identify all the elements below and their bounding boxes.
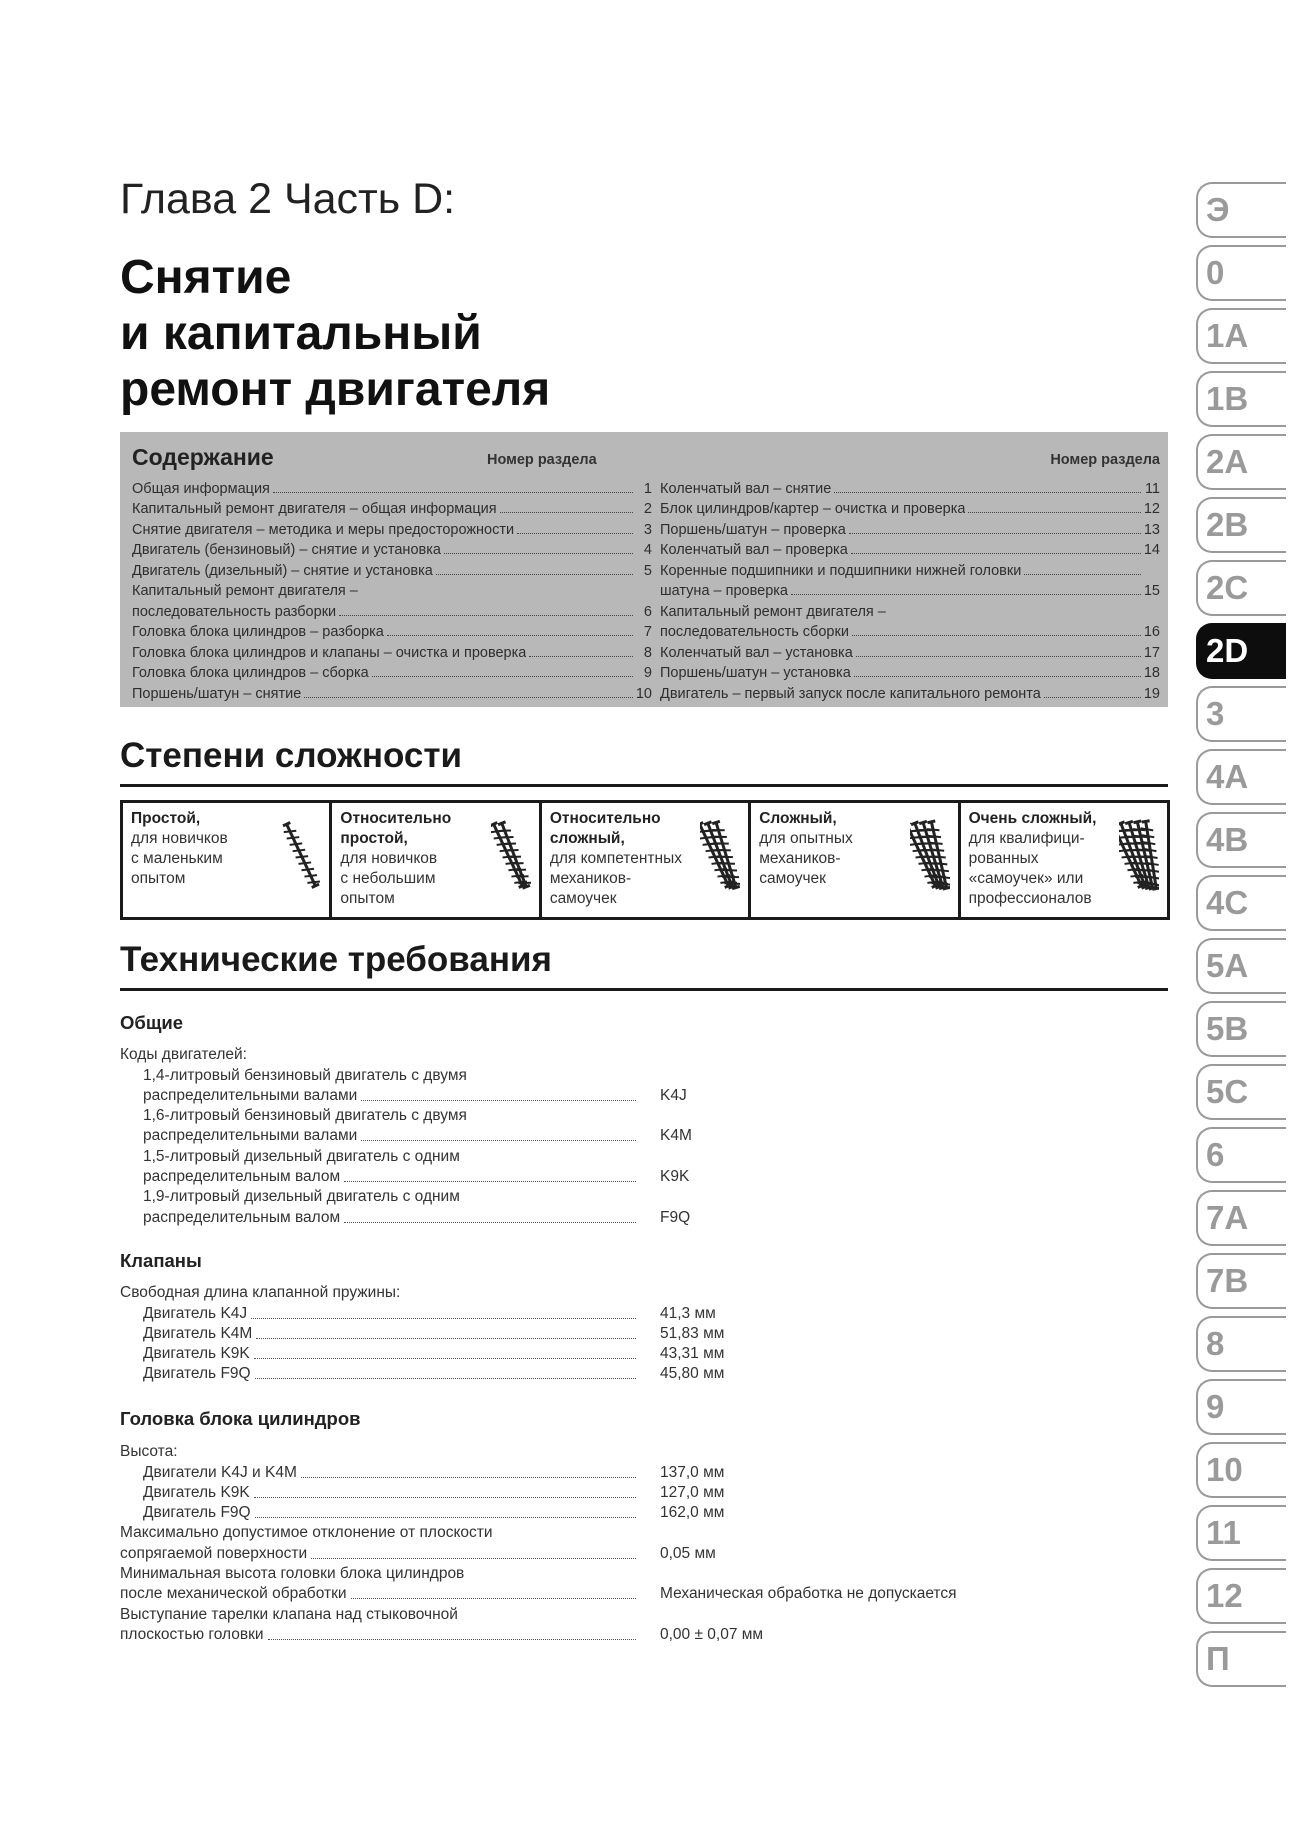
spec-value: 0,05 мм <box>660 1544 716 1562</box>
contents-column-left <box>132 432 652 707</box>
spec-row <box>120 1166 1020 1186</box>
toc-item[interactable] <box>132 661 652 682</box>
difficulty-description: для компетентных <box>549 850 682 867</box>
spec-label: 1,4-литровый бензиновый двигатель с двумя <box>143 1066 467 1084</box>
toc-item-number: 12 <box>1143 501 1160 517</box>
difficulty-description: «самоучек» или <box>968 870 1084 887</box>
tab-0[interactable]: 0 <box>1196 245 1286 301</box>
spec-label: Двигатель K9K <box>143 1345 250 1363</box>
difficulty-description: для новичков <box>340 850 438 867</box>
tab-5c[interactable]: 5C <box>1196 1064 1286 1120</box>
toc-item[interactable] <box>660 620 1160 641</box>
tab-10[interactable]: 10 <box>1196 1442 1286 1498</box>
toc-item-text: Общая информация <box>132 480 270 497</box>
toc-item-text: Капитальный ремонт двигателя – общая информация <box>132 501 497 517</box>
toc-item[interactable] <box>660 640 1160 661</box>
page-title <box>120 250 550 418</box>
toc-item-number: 1 <box>643 480 652 497</box>
spec-row <box>120 1563 1020 1583</box>
dot-leader <box>256 1338 636 1339</box>
dot-leader <box>255 1517 636 1518</box>
toc-item-text: Снятие двигателя – методика и меры предосторожности <box>132 521 515 538</box>
toc-item-text: последовательность сборки <box>660 624 849 640</box>
dot-leader <box>444 553 633 554</box>
spec-value: 51,83 мм <box>660 1324 725 1342</box>
tab-7b[interactable]: 7B <box>1196 1253 1286 1309</box>
dot-leader <box>968 512 1140 513</box>
dot-leader <box>339 615 633 616</box>
dot-leader <box>387 635 633 636</box>
spec-row <box>120 1186 1020 1206</box>
spec-label: Максимально допустимое отклонение от плоскости <box>120 1524 493 1542</box>
toc-item[interactable] <box>132 497 652 518</box>
dot-leader <box>500 512 633 513</box>
difficulty-description: с небольшим <box>340 870 436 887</box>
section-number-header: Номер раздела <box>1050 452 1160 468</box>
dot-leader <box>301 1477 636 1478</box>
difficulty-description: с маленьким <box>131 850 223 867</box>
difficulty-level-4 <box>751 803 960 917</box>
spec-label: плоскостью головки <box>120 1625 264 1643</box>
toc-item-number: 14 <box>1143 542 1160 558</box>
spec-row <box>120 1441 1020 1461</box>
contents-box <box>120 432 1168 707</box>
difficulty-description: механиков- <box>759 850 841 867</box>
spec-section-valves-title: Клапаны <box>120 1250 202 1271</box>
spec-label: Двигатель K4M <box>143 1324 253 1342</box>
tab-2d[interactable]: 2D <box>1196 623 1286 679</box>
toc-item-text: Коленчатый вал – проверка <box>660 542 848 558</box>
difficulty-level-1 <box>123 803 332 917</box>
dot-leader <box>254 1358 636 1359</box>
spec-label: после механической обработки <box>120 1585 347 1603</box>
difficulty-description: самоучек <box>759 870 826 887</box>
spec-section-general-title: Общие <box>120 1012 184 1033</box>
dot-leader <box>436 574 633 575</box>
spec-row <box>120 1125 1020 1145</box>
toc-item-number: 19 <box>1143 685 1160 702</box>
toc-item[interactable] <box>132 681 652 702</box>
dot-leader <box>791 594 1141 595</box>
spec-row <box>120 1282 1020 1302</box>
spec-value: 0,00 ± 0,07 мм <box>660 1625 764 1643</box>
toc-item-text: Двигатель (дизельный) – снятие и установка <box>132 562 433 579</box>
tab-э[interactable]: Э <box>1196 182 1286 238</box>
difficulty-title: сложный, <box>549 830 625 847</box>
difficulty-description: для новичков <box>131 830 228 847</box>
difficulty-level-2 <box>332 803 541 917</box>
toc-item-text: Капитальный ремонт двигателя – <box>132 583 358 599</box>
dot-leader <box>273 492 633 493</box>
toc-item-text: Коренные подшипники и подшипники нижней головки <box>660 562 1022 579</box>
wrench-icon-level-2 <box>491 815 531 895</box>
tab-7a[interactable]: 7A <box>1196 1190 1286 1246</box>
toc-item-number: 13 <box>1143 521 1160 538</box>
toc-item[interactable] <box>132 620 652 641</box>
difficulty-description: профессионалов <box>968 890 1092 907</box>
toc-item[interactable] <box>660 681 1160 702</box>
spec-label: сопрягаемой поверхности <box>120 1544 308 1562</box>
dot-leader <box>344 1222 636 1223</box>
spec-row <box>120 1363 1020 1383</box>
tab-п[interactable]: П <box>1196 1631 1286 1687</box>
difficulty-description: рованных <box>968 850 1039 867</box>
chapter-label: Глава 2 Часть D: <box>120 175 456 223</box>
toc-item[interactable] <box>660 517 1160 538</box>
title-line: ремонт двигателя <box>120 363 551 416</box>
toc-item[interactable] <box>132 579 652 600</box>
toc-item[interactable] <box>132 640 652 661</box>
toc-item[interactable] <box>660 661 1160 682</box>
toc-item[interactable] <box>132 558 652 579</box>
difficulty-title: Очень сложный, <box>968 810 1097 827</box>
contents-column-right <box>660 432 1160 707</box>
toc-item-text: Двигатель – первый запуск после капитального ремонта <box>660 685 1041 702</box>
toc-list-left <box>132 476 652 702</box>
spec-value: 127,0 мм <box>660 1483 725 1501</box>
spec-row <box>120 1542 1020 1562</box>
spec-label: Выступание тарелки клапана над стыковочной <box>120 1605 458 1623</box>
dot-leader <box>834 492 1141 493</box>
toc-item-text: Поршень/шатун – проверка <box>660 521 846 538</box>
spec-row <box>120 1502 1020 1522</box>
tab-6[interactable]: 6 <box>1196 1127 1286 1183</box>
toc-item-text: Поршень/шатун – установка <box>660 665 851 681</box>
spec-row <box>120 1583 1020 1603</box>
toc-item[interactable] <box>132 476 652 497</box>
difficulty-title: Сложный, <box>759 810 837 827</box>
wrench-icon-level-1 <box>281 815 321 895</box>
spec-row <box>120 1085 1020 1105</box>
spec-row <box>120 1302 1020 1322</box>
toc-item-number: 7 <box>643 624 652 640</box>
spec-value: 137,0 мм <box>660 1463 725 1481</box>
spec-row <box>120 1461 1020 1481</box>
toc-item-number: 9 <box>643 665 652 681</box>
tab-5b[interactable]: 5B <box>1196 1001 1286 1057</box>
spec-value: K4J <box>660 1086 687 1104</box>
tab-2c[interactable]: 2C <box>1196 560 1286 616</box>
spec-row <box>120 1064 1020 1084</box>
tab-2b[interactable]: 2B <box>1196 497 1286 553</box>
toc-item-text: Поршень/шатун – снятие <box>132 685 302 702</box>
difficulty-description: механиков- <box>549 870 632 887</box>
contents-title: Содержание <box>132 444 274 470</box>
spec-row <box>120 1522 1020 1542</box>
toc-item-number: 8 <box>643 644 652 661</box>
spec-label: 1,9-литровый дизельный двигатель с одним <box>143 1188 460 1206</box>
wrench-icon-level-4 <box>910 815 950 895</box>
dot-leader <box>854 676 1141 677</box>
toc-item-number: 11 <box>1144 480 1160 497</box>
difficulty-description: для квалифици- <box>968 830 1085 847</box>
spec-label: Минимальная высота головки блока цилиндров <box>120 1565 465 1583</box>
toc-item-text: последовательность разборки <box>132 603 337 620</box>
spec-section-head <box>120 1441 1020 1644</box>
spec-section-general <box>120 1044 1020 1227</box>
toc-item[interactable] <box>660 476 1160 497</box>
toc-item[interactable] <box>660 558 1160 579</box>
spec-label: Двигатель K4J <box>143 1304 248 1322</box>
spec-value: 43,31 мм <box>660 1345 725 1363</box>
toc-item[interactable] <box>660 497 1160 518</box>
dot-leader <box>1044 697 1141 698</box>
difficulty-title: Простой, <box>131 810 201 827</box>
spec-row <box>120 1482 1020 1502</box>
dot-leader <box>849 533 1141 534</box>
spec-label: распределительным валом <box>143 1168 341 1186</box>
tab-2a[interactable]: 2A <box>1196 434 1286 490</box>
toc-item-number: 6 <box>643 603 652 620</box>
tab-9[interactable]: 9 <box>1196 1379 1286 1435</box>
spec-label: распределительным валом <box>143 1208 341 1226</box>
toc-item[interactable] <box>660 538 1160 559</box>
spec-label: Двигатель K9K <box>143 1483 250 1501</box>
dot-leader <box>1024 574 1141 575</box>
spec-label: Двигатель F9Q <box>143 1365 251 1383</box>
toc-item[interactable] <box>660 579 1160 600</box>
spec-label: Высота: <box>120 1443 178 1461</box>
dot-leader <box>372 676 633 677</box>
dot-leader <box>529 656 633 657</box>
toc-item-number: 10 <box>635 685 652 702</box>
wrench-icon-level-3 <box>700 815 740 895</box>
tab-12[interactable]: 12 <box>1196 1568 1286 1624</box>
spec-value: F9Q <box>660 1208 691 1226</box>
toc-item-text: Коленчатый вал – установка <box>660 644 853 661</box>
dot-leader <box>255 1378 636 1379</box>
tab-3[interactable]: 3 <box>1196 686 1286 742</box>
dot-leader <box>517 533 633 534</box>
toc-item-text: Головка блока цилиндров – сборка <box>132 665 369 681</box>
wrench-icon-level-5 <box>1119 815 1159 895</box>
dot-leader <box>361 1100 636 1101</box>
difficulty-box <box>120 800 1170 920</box>
spec-row <box>120 1624 1020 1644</box>
difficulty-heading: Степени сложности <box>120 736 463 775</box>
spec-label: распределительными валами <box>143 1127 358 1145</box>
dot-leader <box>254 1497 636 1498</box>
spec-label: 1,5-литровый дизельный двигатель с одним <box>143 1147 460 1165</box>
spec-row <box>120 1044 1020 1064</box>
difficulty-description: для опытных <box>759 830 853 847</box>
toc-item[interactable] <box>660 599 1160 620</box>
dot-leader <box>851 553 1141 554</box>
toc-item-text: Головка блока цилиндров и клапаны – очистка и проверка <box>132 644 527 661</box>
title-line: и капитальный <box>120 307 482 360</box>
toc-item-number: 18 <box>1143 665 1160 681</box>
divider <box>120 988 1168 991</box>
divider <box>120 784 1168 787</box>
tab-1b[interactable]: 1B <box>1196 371 1286 427</box>
tab-4a[interactable]: 4A <box>1196 749 1286 805</box>
difficulty-description: опытом <box>131 870 186 887</box>
chapter-tabs <box>1196 182 1286 1694</box>
spec-value: K4M <box>660 1127 692 1145</box>
spec-section-head-title: Головка блока цилиндров <box>120 1408 361 1429</box>
difficulty-level-3 <box>542 803 751 917</box>
toc-item-number: 2 <box>643 501 652 517</box>
tab-4c[interactable]: 4C <box>1196 875 1286 931</box>
toc-item-number: 17 <box>1143 644 1160 661</box>
tab-4b[interactable]: 4B <box>1196 812 1286 868</box>
spec-value: 45,80 мм <box>660 1365 725 1383</box>
spec-value: Механическая обработка не допускается <box>660 1585 957 1603</box>
toc-item[interactable] <box>132 599 652 620</box>
toc-item-number: 4 <box>643 542 652 558</box>
spec-value: K9K <box>660 1168 690 1186</box>
tech-heading: Технические требования <box>120 940 552 979</box>
spec-label: Двигатель F9Q <box>143 1504 251 1522</box>
section-number-header: Номер раздела <box>487 452 597 468</box>
spec-row <box>120 1105 1020 1125</box>
dot-leader <box>351 1598 636 1599</box>
spec-label: Свободная длина клапанной пружины: <box>120 1284 401 1302</box>
difficulty-description: опытом <box>340 890 395 907</box>
tab-5a[interactable]: 5A <box>1196 938 1286 994</box>
spec-label: Коды двигателей: <box>120 1046 247 1064</box>
difficulty-title: простой, <box>340 830 408 847</box>
toc-item-number: 15 <box>1143 583 1160 599</box>
spec-row <box>120 1343 1020 1363</box>
difficulty-title: Относительно <box>549 810 661 827</box>
difficulty-level-5 <box>961 803 1167 917</box>
toc-item-text: Двигатель (бензиновый) – снятие и установка <box>132 542 441 558</box>
tab-8[interactable]: 8 <box>1196 1316 1286 1372</box>
spec-value: 41,3 мм <box>660 1304 716 1322</box>
toc-item-text: Головка блока цилиндров – разборка <box>132 624 384 640</box>
toc-item-text: Блок цилиндров/картер – очистка и проверка <box>660 501 966 517</box>
toc-list-right <box>660 476 1160 702</box>
difficulty-title: Относительно <box>340 810 452 827</box>
dot-leader <box>344 1181 636 1182</box>
spec-section-valves <box>120 1282 1020 1383</box>
spec-row <box>120 1206 1020 1226</box>
dot-leader <box>304 697 633 698</box>
dot-leader <box>268 1639 636 1640</box>
dot-leader <box>361 1140 636 1141</box>
spec-label: 1,6-литровый бензиновый двигатель с двумя <box>143 1107 467 1125</box>
toc-item[interactable] <box>132 517 652 538</box>
spec-row <box>120 1145 1020 1165</box>
spec-row <box>120 1323 1020 1343</box>
toc-item-text: Коленчатый вал – снятие <box>660 480 832 497</box>
spec-label: распределительными валами <box>143 1086 358 1104</box>
tab-11[interactable]: 11 <box>1196 1505 1286 1561</box>
tab-1a[interactable]: 1A <box>1196 308 1286 364</box>
spec-row <box>120 1603 1020 1623</box>
toc-item[interactable] <box>132 538 652 559</box>
toc-item-number: 3 <box>643 521 652 538</box>
title-line: Снятие <box>120 251 292 304</box>
toc-item-number: 5 <box>643 562 652 579</box>
dot-leader <box>852 635 1141 636</box>
toc-item-text: шатуна – проверка <box>660 583 789 599</box>
dot-leader <box>251 1318 636 1319</box>
spec-label: Двигатели K4J и K4M <box>143 1463 297 1481</box>
spec-value: 162,0 мм <box>660 1504 725 1522</box>
toc-item-number: 16 <box>1143 624 1160 640</box>
dot-leader <box>856 656 1141 657</box>
dot-leader <box>311 1558 636 1559</box>
toc-item-text: Капитальный ремонт двигателя – <box>660 603 886 620</box>
difficulty-description: самоучек <box>549 890 617 907</box>
